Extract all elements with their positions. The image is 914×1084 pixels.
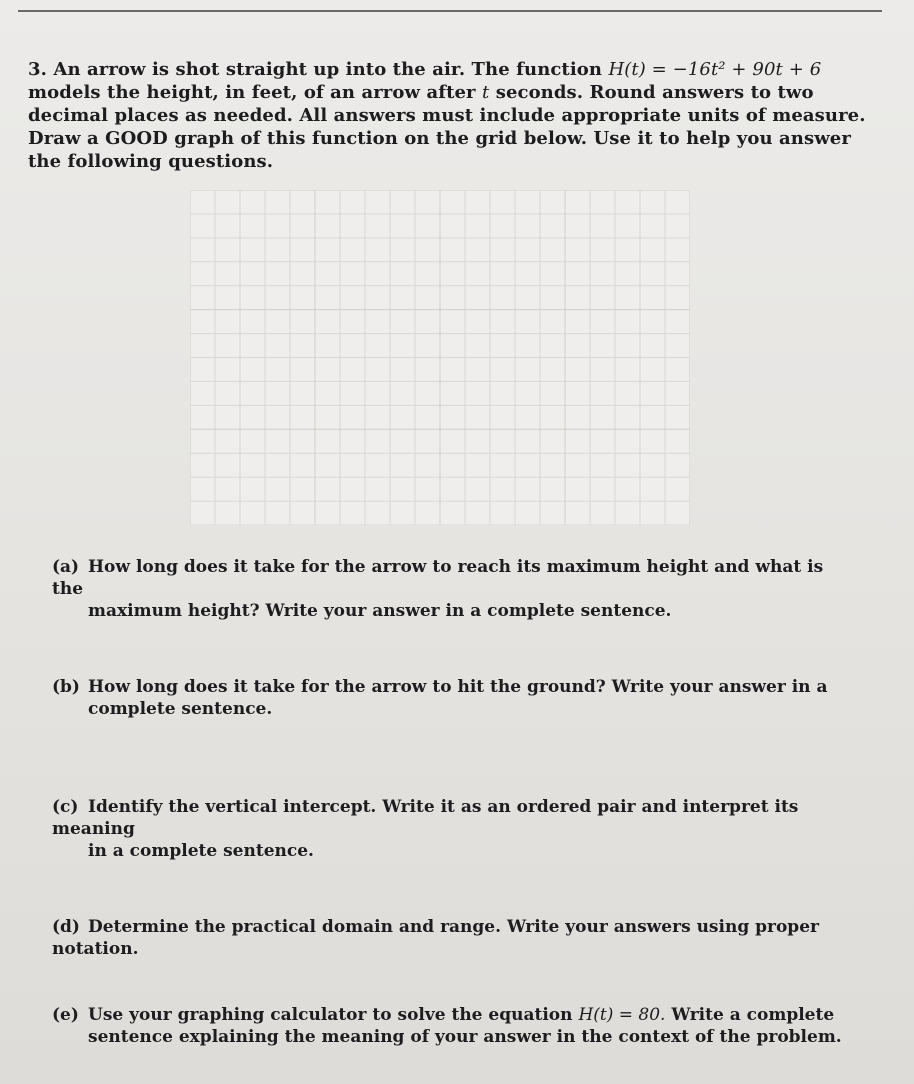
question-b-label: (b) xyxy=(52,677,80,697)
question-e-equation: H(t) = 80. xyxy=(578,1005,666,1025)
question-c-text-1: Identify the vertical intercept. Write it as an ordered pair and interpret its meaning xyxy=(52,797,799,839)
question-d xyxy=(52,916,852,960)
question-c-line-1 xyxy=(52,796,852,840)
question-a-label: (a) xyxy=(52,557,80,577)
question-e-text-post: Write a complete xyxy=(671,1005,835,1025)
question-e-label: (e) xyxy=(52,1005,79,1025)
function-expression: H(t) = −16t² + 90t + 6 xyxy=(608,59,822,80)
question-e xyxy=(52,1004,852,1048)
graph-grid-svg xyxy=(190,190,690,525)
top-divider xyxy=(18,10,882,12)
question-d-text-1: Determine the practical domain and range. Write your answers using proper notation. xyxy=(52,917,819,959)
problem-intro-3: seconds. Round answers to two decimal places as needed. All answers must include appropriate units of measure. Draw a GOOD graph of this function on the grid below. Use it to help you answer the following questions. xyxy=(28,82,866,172)
question-a-line-2: maximum height? Write your answer in a complete sentence. xyxy=(88,601,672,621)
question-c-line-2: in a complete sentence. xyxy=(88,841,314,861)
question-b xyxy=(52,676,852,720)
question-d-line-1 xyxy=(52,916,852,960)
question-b-line-1 xyxy=(52,676,852,698)
question-a-text-1: How long does it take for the arrow to reach its maximum height and what is the xyxy=(52,557,824,599)
graph-grid[interactable] xyxy=(190,190,690,525)
question-e-line-2: sentence explaining the meaning of your answer in the context of the problem. xyxy=(88,1027,842,1047)
question-a xyxy=(52,556,852,622)
problem-intro-2: models the height, in feet, of an arrow after xyxy=(28,82,476,103)
question-b-line-2: complete sentence. xyxy=(88,699,273,719)
question-e-line-1 xyxy=(52,1004,852,1026)
question-e-text-pre: Use your graphing calculator to solve the equation xyxy=(88,1005,573,1025)
question-c xyxy=(52,796,852,862)
question-d-label: (d) xyxy=(52,917,80,937)
variable-t: t xyxy=(482,82,490,103)
question-a-line-1 xyxy=(52,556,852,600)
question-c-label: (c) xyxy=(52,797,79,817)
problem-statement xyxy=(28,58,878,173)
problem-intro-1: An arrow is shot straight up into the air. The function xyxy=(53,59,603,80)
question-b-text-1: How long does it take for the arrow to hit the ground? Write your answer in a xyxy=(88,677,828,697)
problem-number: 3. xyxy=(28,59,47,80)
problem-text xyxy=(28,58,878,173)
